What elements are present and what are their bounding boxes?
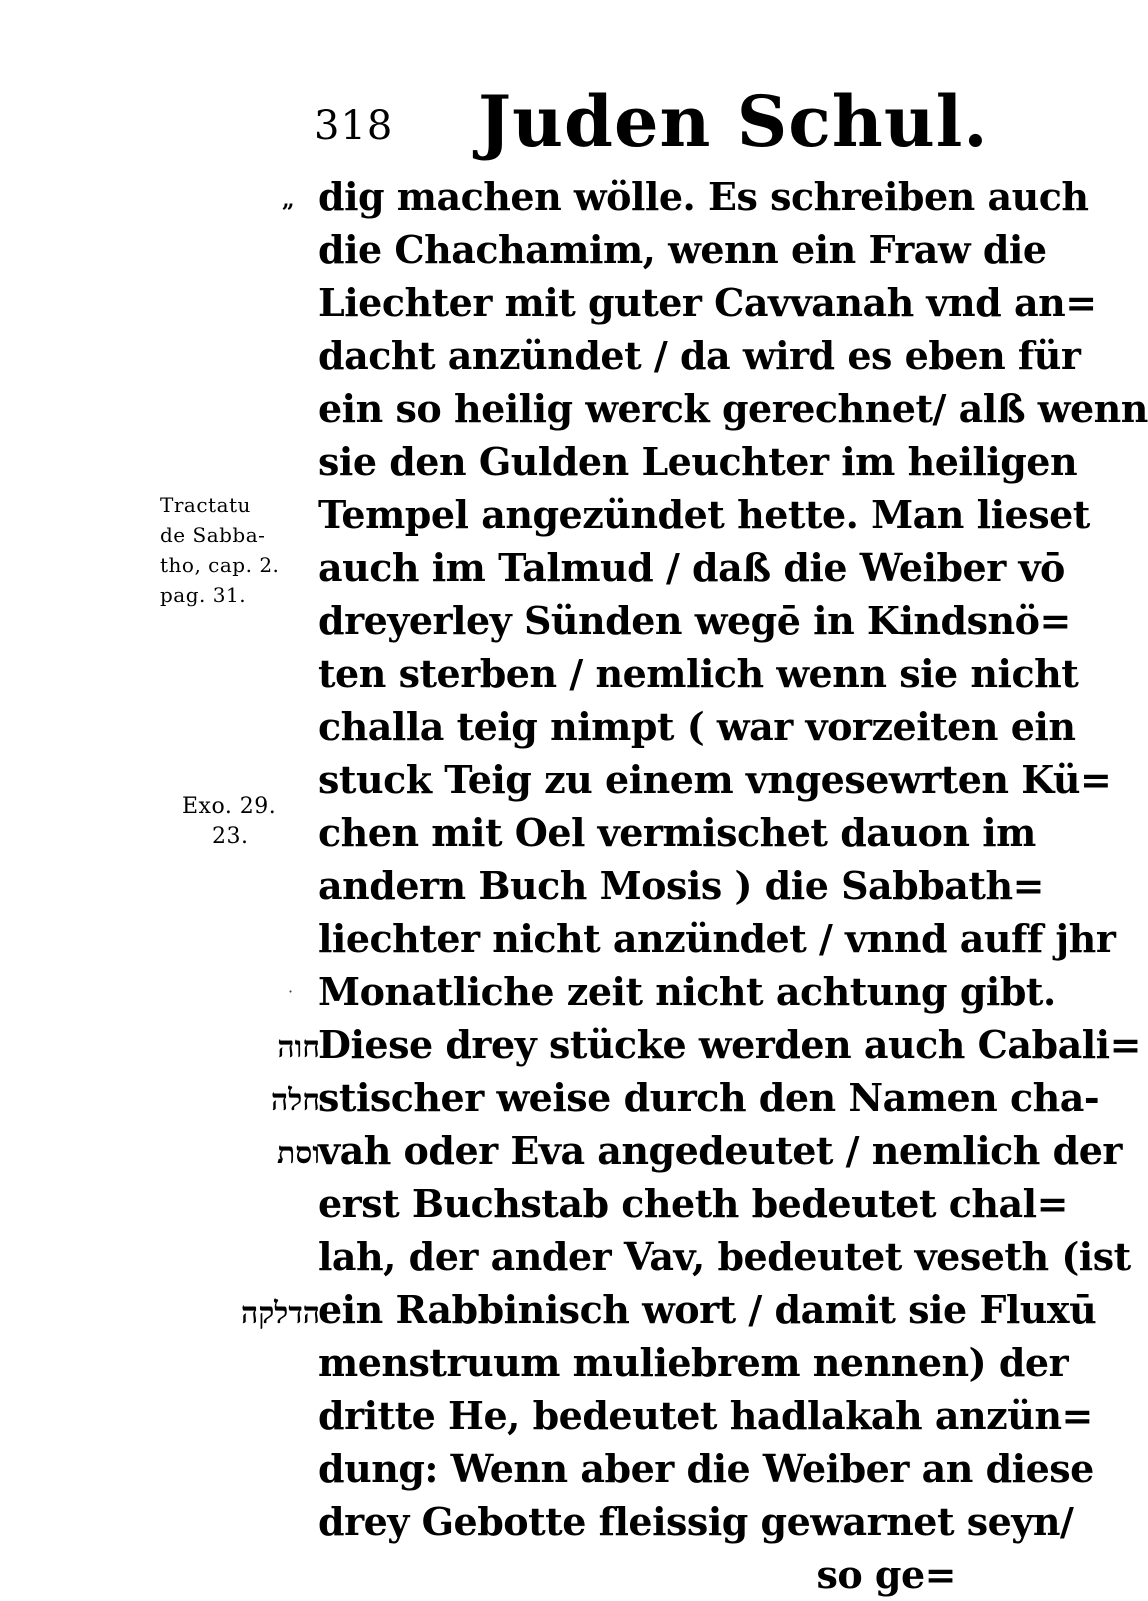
text-line: Liechter mit guter Cavvanah vnd an= xyxy=(318,280,1097,325)
running-title: Juden Schul. xyxy=(478,80,989,163)
hebrew-gloss-chavah: חוה xyxy=(277,1030,320,1065)
text-line: so ge= xyxy=(816,1552,956,1597)
margin-note-line: 23. xyxy=(212,824,249,849)
margin-note-tractatu xyxy=(160,490,279,610)
text-line: dacht anzündet / da wird es eben für xyxy=(318,333,1081,378)
margin-note-line: Tractatu xyxy=(160,493,251,517)
text-line: auch im Talmud / daß die Weiber vō xyxy=(318,545,1065,590)
text-line: die Chachamim, wenn ein Fraw die xyxy=(318,227,1047,272)
margin-note-line: Exo. 29. xyxy=(182,794,277,819)
quotation-mark: „ xyxy=(282,187,295,213)
text-line: dig machen wölle. Es schreiben auch xyxy=(318,174,1089,219)
text-line: vah oder Eva angedeutet / nemlich der xyxy=(318,1128,1122,1173)
text-line: liechter nicht anzündet / vnnd auff jhr xyxy=(318,916,1116,961)
margin-note-line: de Sabba- xyxy=(160,523,266,547)
print-speck: · xyxy=(288,982,294,1001)
text-line: Diese drey stücke werden auch Cabali= xyxy=(318,1022,1141,1067)
page-number: 318 xyxy=(314,103,394,149)
text-line: andern Buch Mosis ) die Sabbath= xyxy=(318,863,1044,908)
page-header xyxy=(0,82,1000,162)
text-line: menstruum muliebrem nennen) der xyxy=(318,1340,1069,1385)
text-line: stuck Teig zu einem vngesewrten Kü= xyxy=(318,757,1112,802)
hebrew-gloss-veseth: וסת xyxy=(276,1136,320,1171)
text-line: ten sterben / nemlich wenn sie nicht xyxy=(318,651,1079,696)
text-line: dritte He, bedeutet hadlakah anzün= xyxy=(318,1393,1093,1438)
margin-note-line: tho, cap. 2. xyxy=(160,553,280,577)
text-line: ein Rabbinisch wort / damit sie Fluxū xyxy=(318,1287,1097,1332)
text-line: drey Gebotte fleissig gewarnet seyn/ xyxy=(318,1499,1074,1544)
text-line: challa teig nimpt ( war vorzeiten ein xyxy=(318,704,1076,749)
margin-note-exodus xyxy=(182,792,276,852)
hebrew-gloss-challah: חלה xyxy=(270,1083,320,1118)
text-line: ein so heilig werck gerechnet/ alß wenn xyxy=(318,386,1148,431)
hebrew-gloss-hadlakah: הדלקה xyxy=(240,1296,320,1331)
text-line: erst Buchstab cheth bedeutet chal= xyxy=(318,1181,1068,1226)
text-line: stischer weise durch den Namen cha- xyxy=(318,1075,1100,1120)
margin-note-line: pag. 31. xyxy=(160,583,247,607)
text-line: sie den Gulden Leuchter im heiligen xyxy=(318,439,1078,484)
text-line: lah, der ander Vav, bedeutet veseth (ist xyxy=(318,1234,1131,1279)
body-text xyxy=(318,170,1148,1601)
text-line: dung: Wenn aber die Weiber an diese xyxy=(318,1446,1094,1491)
text-line: chen mit Oel vermischet dauon im xyxy=(318,810,1036,855)
text-line: dreyerley Sünden wegē in Kindsnö= xyxy=(318,598,1071,643)
text-line: Tempel angezündet hette. Man lieset xyxy=(318,492,1090,537)
text-line: Monatliche zeit nicht achtung gibt. xyxy=(318,969,1056,1014)
